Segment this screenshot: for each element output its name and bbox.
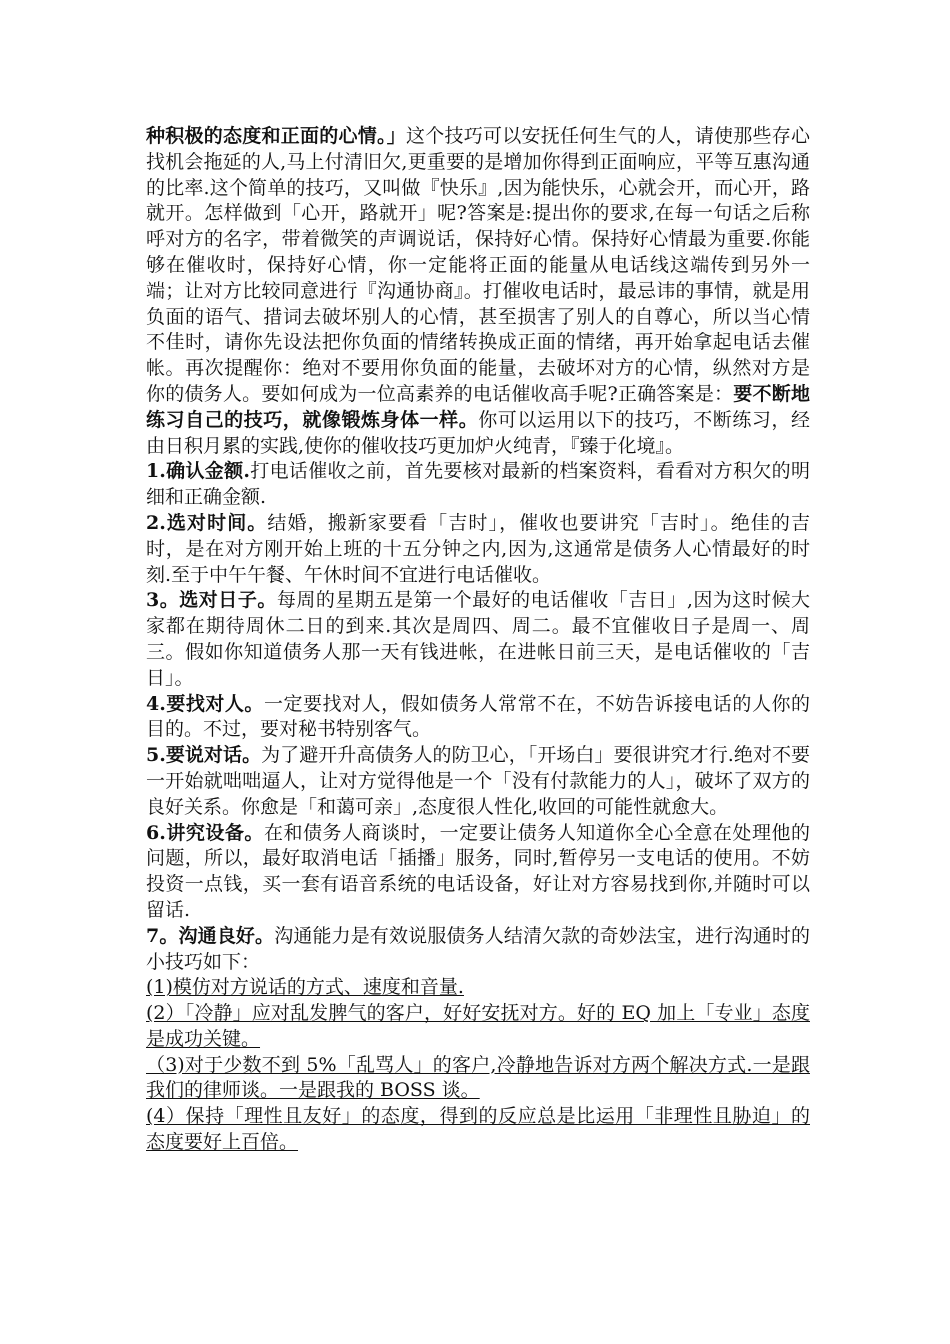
intro-bold-lead: 种积极的态度和正面的心情。」 [146, 125, 406, 147]
item-text: 为了避开升高债务人的防卫心，「开场白」要很讲究才行.绝对不要一开始就咄咄逼人，让对方觉得他是一个「没有付款能力的人」，破坏了双方的良好关系。你愈是「和蔼可亲」,态度很人性化,收回的可能性就愈大。 [146, 744, 810, 818]
intro-body: 这个技巧可以安抚任何生气的人，请使那些存心找机会拖延的人,马上付清旧欠,更重要的是增加你得到正面响应，平等互惠沟通的比率.这个简单的技巧，又叫做『快乐』,因为能快乐，心就会开，而心开，路就开。怎样做到「心开，路就开」呢?答案是:提出你的要求,在每一句话之后称呼对方的名字，带着微笑的声调说话，保持好心情。保持好心情最为重要.你能够在催收时，保持好心情，你一定能将正面的能量从电话线这端传到另外一端；让对方比较同意进行『沟通协商』。打催收电话时，最忌讳的事情，就是用负面的语气、措词去破坏别人的心情，甚至损害了别人的自尊心，所以当心情不佳时，请你先设法把你负面的情绪转换成正面的情绪，再开始拿起电话去催帐。再次提醒你：绝对不要用你负面的能量，去破坏对方的心情，纵然对方是你的债务人。要如何成为一位高素养的电话催收高手呢?正确答案是： [146, 125, 810, 405]
list-item [146, 588, 810, 691]
list-item [146, 692, 810, 744]
list-item [146, 511, 810, 588]
item-text: 打电话催收之前，首先要核对最新的档案资料，看看对方积欠的明细和正确金额. [146, 460, 810, 509]
list-item [146, 459, 810, 511]
document-body [146, 124, 810, 1156]
list-item [146, 924, 810, 976]
tip-item: (1)模仿对方说话的方式、速度和音量. [146, 976, 464, 999]
tip-item: (2）「冷静」应对乱发脾气的客户，好好安抚对方。好的 EQ 加上「专业」态度是成功关键。 [146, 1002, 810, 1050]
intro-tail: 你可以运用以下的技巧，不断练习，经由日积月累的实践,使你的催收技巧更加炉火纯青，『臻于化境』。 [146, 408, 810, 457]
list-item [146, 821, 810, 924]
item-title: 2.选对时间。 [146, 511, 268, 534]
item-title: 4.要找对人。 [146, 692, 264, 715]
list-item [146, 743, 810, 820]
item-title: 3。选对日子。 [146, 589, 277, 612]
intro-paragraph [146, 124, 810, 459]
intro-bold-answer: 要不断地练习自己的技巧，就像锻炼身体一样。 [146, 382, 810, 431]
item-text: 一定要找对人，假如债务人常常不在，不妨告诉接电话的人你的目的。不过，要对秘书特别客气。 [146, 692, 810, 741]
item-text: 结婚，搬新家要看「吉时」，催收也要讲究「吉时」。绝佳的吉时，是在对方刚开始上班的十五分钟之内,因为,这通常是债务人心情最好的时刻.至于中午午餐、午休时间不宜进行电话催收。 [146, 511, 810, 586]
item-title: 5.要说对话。 [146, 744, 262, 767]
item-title: 7。沟通良好。 [146, 924, 275, 947]
item-title: 1.确认金额. [146, 460, 250, 483]
item-title: 6.讲究设备。 [146, 821, 264, 844]
item-text: 沟通能力是有效说服债务人结清欠款的奇妙法宝，进行沟通时的小技巧如下： [146, 924, 810, 973]
item-text: 在和债务人商谈时，一定要让债务人知道你全心全意在处理他的问题，所以，最好取消电话「插播」服务，同时,暂停另一支电话的使用。不妨投资一点钱，买一套有语音系统的电话设备，好让对方容易找到你,并随时可以留话. [146, 821, 810, 921]
tip-item: (4）保持「理性且友好」的态度，得到的反应总是比运用「非理性且胁迫」的态度要好上百倍。 [146, 1105, 810, 1154]
tip-item: （3)对于少数不到 5%「乱骂人」的客户,冷静地告诉对方两个解决方式.一是跟我们的律师谈。一是跟我的 BOSS 谈。 [146, 1053, 810, 1102]
item-text: 每周的星期五是第一个最好的电话催收「吉日」,因为这时候大家都在期待周休二日的到来.其次是周四、周二。最不宜催收日子是周一、周三。假如你知道债务人那一天有钱进帐，在进帐日前三天，是电话催收的「吉日」。 [146, 589, 810, 689]
